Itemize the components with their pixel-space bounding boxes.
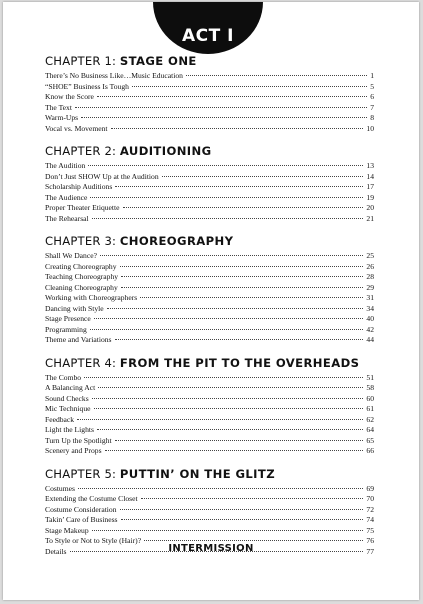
entry-title: Cleaning Choreography [45,282,118,292]
entry-title: “SHOE” Business Is Tough [45,81,129,91]
dot-leader [121,287,364,288]
chapter-heading [45,54,374,68]
chapter-heading [45,467,374,481]
dot-leader [94,408,364,409]
entry-page: 64 [366,425,374,434]
dot-leader [92,398,364,399]
entry-page: 8 [370,113,374,122]
dot-leader [144,540,363,541]
entry-page: 31 [366,293,374,302]
entry-page: 10 [366,123,374,133]
dot-leader [141,498,364,499]
toc-entry[interactable] [45,161,374,172]
entry-page: 72 [366,504,374,514]
entry-page: 62 [366,414,374,424]
entry-title: The Text [45,102,72,112]
chapter-4 [45,356,374,457]
toc-entry[interactable] [45,214,374,225]
entry-page: 42 [366,324,374,334]
toc-entry[interactable] [45,325,374,336]
entry-page: 19 [366,192,374,202]
dot-leader [84,377,363,378]
dot-leader [90,197,363,198]
dot-leader [75,107,367,108]
entry-title: The Rehearsal [45,213,89,223]
toc-entry[interactable] [45,425,374,436]
toc-entry[interactable] [45,304,374,315]
toc-entry[interactable] [45,335,374,346]
entry-page: 29 [366,282,374,292]
toc-entry[interactable] [45,103,374,114]
toc-entry[interactable] [45,293,374,304]
entry-page: 74 [366,515,374,524]
toc-entry[interactable] [45,314,374,325]
toc-entry[interactable] [45,526,374,537]
dot-leader [132,86,367,87]
dot-leader [97,96,367,97]
dot-leader [105,450,364,451]
entry-title: Creating Choreography [45,261,117,271]
entry-page: 77 [366,546,374,556]
dot-leader [94,318,364,319]
dot-leader [100,255,363,256]
entry-page: 58 [366,383,374,392]
dot-leader [81,117,367,118]
entry-page: 75 [366,525,374,535]
entry-page: 51 [366,372,374,382]
entry-page: 1 [370,71,374,80]
entry-title: Takin’ Care of Business [45,515,118,524]
dot-leader [123,207,364,208]
entry-title: Stage Makeup [45,525,89,535]
chapter-heading [45,144,374,158]
entry-title: Light the Lights [45,425,94,434]
chapter-heading [45,356,374,370]
entry-page: 25 [366,251,374,260]
dot-leader [78,488,363,489]
entry-title: A Balancing Act [45,383,96,392]
chapter-2 [45,144,374,224]
entry-page: 21 [366,213,374,223]
toc-entry[interactable] [45,404,374,415]
toc-entry[interactable] [45,446,374,457]
toc-entry[interactable] [45,251,374,262]
dot-leader [120,509,364,510]
chapter-3 [45,234,374,346]
dot-leader [115,339,364,340]
chapter-title: PUTTIN’ ON THE GLITZ [119,466,276,481]
dot-leader [121,276,363,277]
entry-title: There’s No Business Like…Music Education [45,71,183,80]
entry-title: Sound Checks [45,393,89,403]
entry-title: The Combo [45,372,82,382]
entry-page: 70 [366,494,374,503]
entry-page: 13 [366,161,374,170]
entry-title: Stage Presence [45,314,91,323]
toc-entry[interactable] [45,124,374,135]
dot-leader [115,186,363,187]
toc-entry[interactable] [45,383,374,394]
toc-entry[interactable] [45,415,374,426]
entry-page: 60 [366,393,374,403]
entry-title: Theme and Variations [45,335,112,344]
entry-page: 6 [370,92,374,101]
entry-title: Working with Choreographers [45,293,138,302]
entry-title: Costume Consideration [45,504,117,514]
entry-title: Details [45,546,67,556]
chapter-title: CHOREOGRAPHY [119,234,234,248]
entry-title: Extending the Costume Closet [45,494,138,503]
toc-entry[interactable] [45,203,374,214]
entry-title: Costumes [45,483,75,493]
chapter-label: CHAPTER 1: [45,54,117,68]
dot-leader [90,329,364,330]
toc-entry[interactable] [45,436,374,447]
dot-leader [186,75,367,76]
entry-page: 65 [366,435,374,445]
entry-page: 7 [370,102,374,112]
dot-leader [92,530,364,531]
entry-title: To Style or Not to Style (Hair)? [45,536,142,545]
entry-page: 28 [366,272,374,281]
entry-page: 69 [366,483,374,493]
dot-leader [77,419,363,420]
toc-entry[interactable] [45,113,374,124]
toc-entry[interactable] [45,92,374,103]
entry-page: 76 [366,536,374,545]
toc-entry[interactable] [45,373,374,384]
entry-title: Turn Up the Spotlight [45,435,112,445]
entry-page: 66 [366,446,374,455]
chapter-title: STAGE ONE [119,54,197,68]
chapter-1 [45,54,374,134]
entry-title: Know the Score [45,92,94,101]
toc-entry[interactable] [45,494,374,505]
entry-title: The Audience [45,192,88,202]
toc-entry[interactable] [45,272,374,283]
toc-entry[interactable] [45,82,374,93]
entry-page: 61 [366,404,374,413]
act-title: ACT I [182,26,234,46]
entry-title: Don’t Just SHOW Up at the Audition [45,171,159,181]
entry-page: 14 [366,171,374,181]
entry-title: Programming [45,324,87,334]
toc-page [3,2,419,600]
chapter-label: CHAPTER 4: [45,355,117,370]
entry-title: Scholarship Auditions [45,182,113,191]
entry-page: 5 [370,81,374,91]
toc-entry[interactable] [45,182,374,193]
dot-leader [140,297,363,298]
toc-entry[interactable] [45,172,374,183]
entry-page: 26 [366,261,374,271]
entry-page: 34 [366,303,374,313]
entry-title: Shall We Dance? [45,251,97,260]
toc-entry[interactable] [45,515,374,526]
toc-entry[interactable] [45,283,374,294]
chapter-label: CHAPTER 3: [45,234,117,248]
table-of-contents [45,54,374,567]
dot-leader [111,128,364,129]
dot-leader [98,387,363,388]
toc-entry[interactable] [45,505,374,516]
chapter-title: AUDITIONING [119,144,212,158]
dot-leader [121,519,364,520]
entry-title: The Audition [45,161,86,170]
dot-leader [97,429,363,430]
entry-title: Vocal vs. Movement [45,123,108,133]
chapter-label: CHAPTER 5: [45,466,117,481]
dot-leader [107,308,364,309]
entry-title: Feedback [45,414,75,424]
entry-title: Mic Technique [45,404,91,413]
toc-entry[interactable] [45,262,374,273]
dot-leader [115,440,364,441]
entry-page: 17 [366,182,374,191]
entry-title: Teaching Choreography [45,272,119,281]
dot-leader [88,165,363,166]
toc-entry[interactable] [45,193,374,204]
entry-title: Dancing with Style [45,303,104,313]
entry-page: 44 [366,335,374,344]
dot-leader [162,176,364,177]
toc-entry[interactable] [45,394,374,405]
chapter-title: FROM THE PIT TO THE OVERHEADS [119,355,360,370]
entry-page: 20 [366,203,374,212]
chapter-heading [45,234,374,248]
entry-title: Scenery and Props [45,446,102,455]
entry-page: 40 [366,314,374,323]
toc-entry[interactable] [45,71,374,82]
intermission-heading: INTERMISSION [168,543,254,554]
dot-leader [92,218,364,219]
dot-leader [120,266,364,267]
entry-title: Warm-Ups [45,113,79,122]
chapter-label: CHAPTER 2: [45,144,117,158]
toc-entry[interactable] [45,484,374,495]
entry-title: Proper Theater Etiquette [45,203,120,212]
